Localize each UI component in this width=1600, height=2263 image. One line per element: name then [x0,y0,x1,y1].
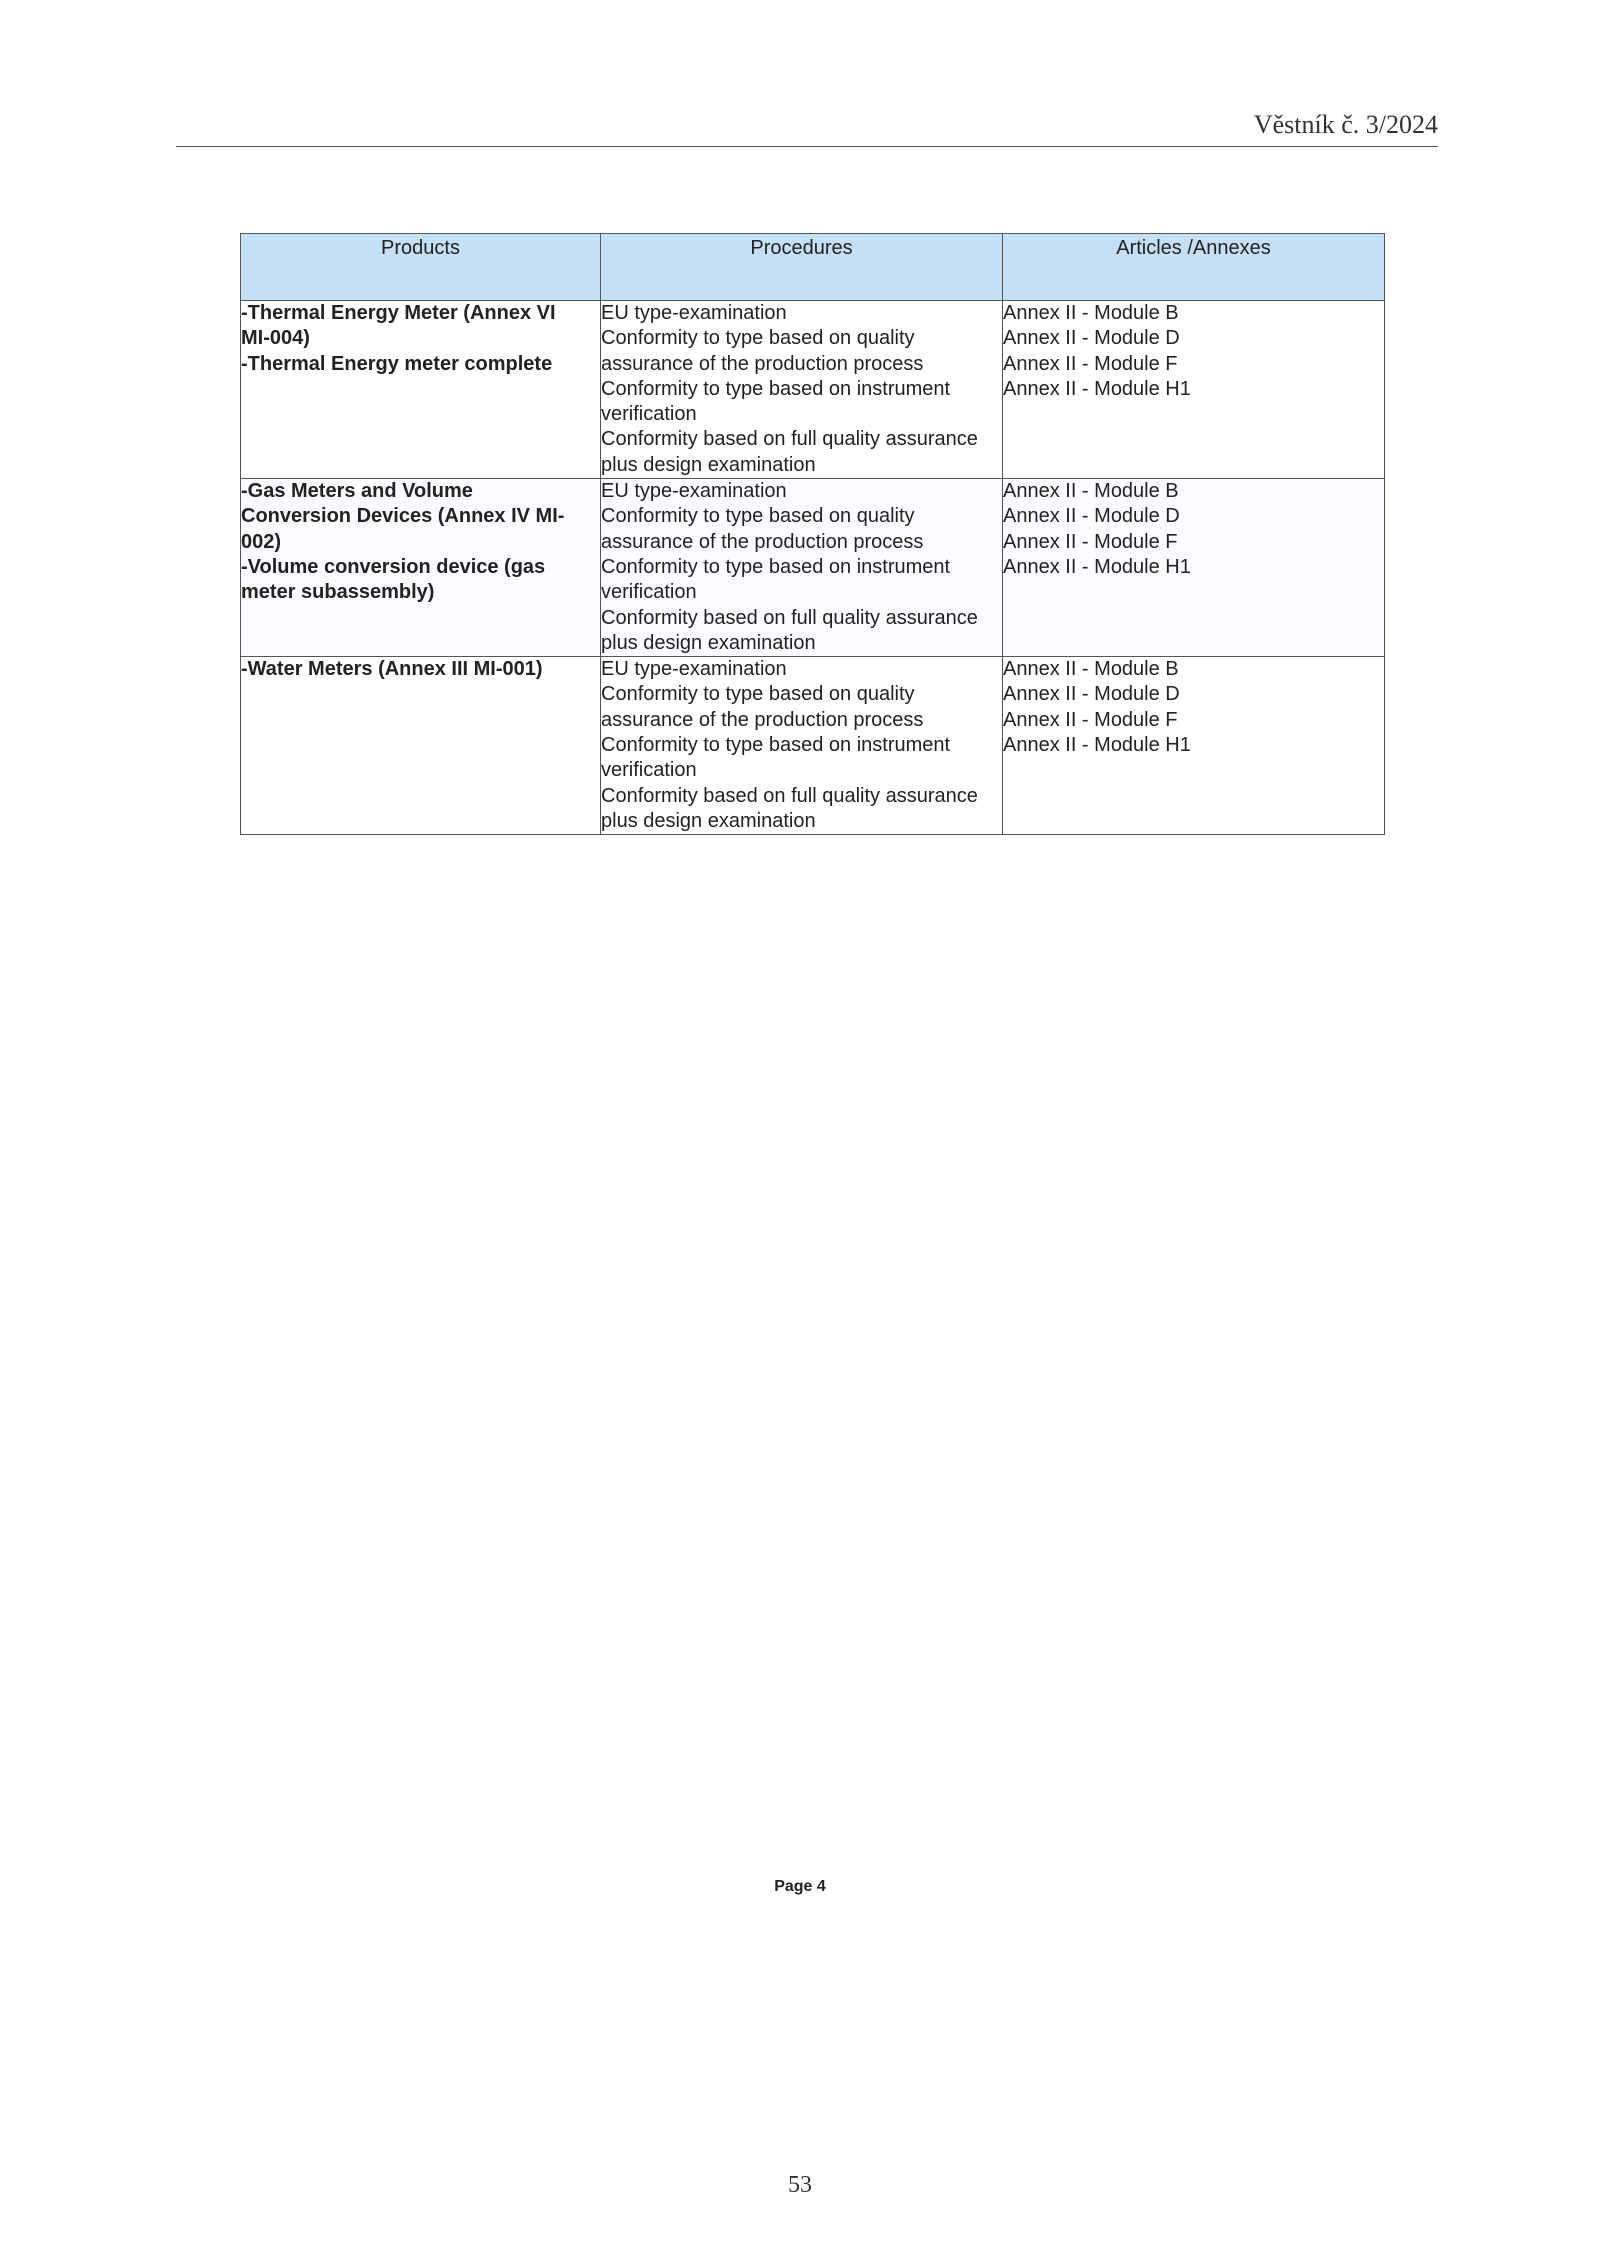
annex-cell-line: Annex II - Module B [1003,302,1179,324]
table-row [241,657,1385,835]
product-cell-line: -Water Meters (Annex III MI-001) [241,658,543,681]
procedure-cell-line: Conformity to type based on quality [601,505,915,528]
procedure-cell-line: verification [601,581,697,604]
annex-cell-line: Annex II - Module H1 [1003,734,1191,757]
product-cell [241,301,601,479]
product-cell-line: meter subassembly) [241,581,435,604]
annex-cell-line: Annex II - Module F [1003,530,1178,553]
annex-cell-line: Annex II - Module H1 [1003,555,1191,578]
page-header [176,110,1438,147]
procedure-cell-line: Conformity based on full quality assurance [601,606,978,629]
procedure-cell-line: Conformity based on full quality assurance [601,428,978,451]
annex-cell-line: Annex II - Module D [1003,505,1180,528]
product-cell-line: 002) [241,530,282,553]
procedure-cell-line: verification [601,403,697,426]
procedure-cell-line: EU type-examination [601,658,787,681]
product-cell-line: -Volume conversion device (gas [241,555,546,578]
table-row [241,479,1385,657]
procedure-cell-line: verification [601,759,697,782]
annex-cell-line: Annex II - Module B [1003,658,1179,681]
page-number: 53 [788,2172,812,2198]
procedure-cell [601,479,1003,657]
procedure-cell [601,301,1003,479]
annex-cell [1003,301,1385,479]
procedure-cell-line: plus design examination [601,809,816,832]
procedure-cell [601,657,1003,835]
procedure-cell-line: assurance of the production process [601,352,924,375]
annex-cell-line: Annex II - Module B [1003,480,1179,503]
annex-cell-line: Annex II - Module D [1003,683,1180,706]
procedure-cell-line: EU type-examination [601,302,787,324]
table-header-row [241,234,1385,301]
product-cell-line: Conversion Devices (Annex IV MI- [241,505,565,528]
annex-cell-line: Annex II - Module D [1003,327,1180,350]
annex-cell-line: Annex II - Module F [1003,352,1178,375]
table-body [241,301,1385,835]
product-cell-line: -Thermal Energy Meter (Annex VI [241,302,556,324]
procedure-cell-line: Conformity based on full quality assurance [601,784,978,807]
annex-cell-line: Annex II - Module H1 [1003,377,1191,400]
annex-cell [1003,657,1385,835]
column-header-products: Products [241,234,601,301]
procedure-cell-line: Conformity to type based on quality [601,327,915,350]
annex-cell-line: Annex II - Module F [1003,708,1178,731]
procedure-cell-line: Conformity to type based on instrument [601,555,951,578]
page-label: Page 4 [774,1878,826,1895]
procedure-cell-line: assurance of the production process [601,708,924,731]
product-cell-line: -Thermal Energy meter complete [241,352,553,375]
procedure-cell-line: Conformity to type based on instrument [601,734,951,757]
column-header-procedures: Procedures [601,234,1003,301]
procedure-cell-line: plus design examination [601,631,816,654]
procedure-cell-line: plus design examination [601,453,816,476]
procedure-cell-line: EU type-examination [601,480,787,503]
column-header-annexes: Articles /Annexes [1003,234,1385,301]
header-title: Věstník č. 3/2024 [1253,110,1438,139]
product-cell-line: MI-004) [241,327,310,350]
table-row [241,301,1385,479]
product-cell [241,657,601,835]
procedure-cell-line: assurance of the production process [601,530,924,553]
procedure-cell-line: Conformity to type based on quality [601,683,915,706]
product-cell-line: -Gas Meters and Volume [241,480,473,503]
product-cell [241,479,601,657]
procedure-cell-line: Conformity to type based on instrument [601,377,951,400]
procedures-table [240,233,1385,835]
annex-cell [1003,479,1385,657]
